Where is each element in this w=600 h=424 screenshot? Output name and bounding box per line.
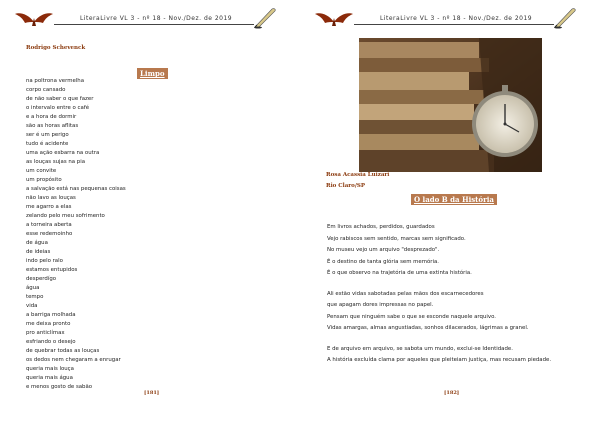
- poem-line: de água: [26, 240, 48, 246]
- author-location: Rio Claro/SP: [326, 183, 365, 189]
- poem-line: os dedos nem chegaram a enrugar: [26, 357, 121, 363]
- poem-line: tempo: [26, 294, 44, 300]
- text-title: O lado B da História: [411, 194, 497, 205]
- prose-line: No museu vejo um arquivo "desprezado".: [327, 247, 440, 253]
- poem-line: e a hora de dormir: [26, 114, 77, 120]
- poem-line: estamos entupidos: [26, 267, 78, 273]
- winged-logo-icon: [314, 8, 354, 28]
- poem-line: são as horas aflitas: [26, 123, 79, 129]
- poem-line: um convite: [26, 168, 57, 174]
- paragraph-gap: [327, 280, 573, 289]
- poem-author: Rodrigo Schevenck: [26, 45, 86, 51]
- poem-line: o intervalo entre o café: [26, 105, 90, 111]
- poem-line: vida: [26, 303, 38, 309]
- prose-body: [327, 222, 573, 367]
- winged-logo-icon: [14, 8, 54, 28]
- page-number: [181]: [144, 390, 160, 396]
- poem-line: as louças sujas na pia: [26, 159, 86, 165]
- poem-line: esfriando o desejo: [26, 339, 76, 345]
- poem-line: queria mais louça: [26, 366, 74, 372]
- poem-line: me deixa pronto: [26, 321, 71, 327]
- poem-line: corpo cansado: [26, 87, 66, 93]
- header-rule: [354, 24, 554, 25]
- prose-line: Vejo rabiscos sem sentido, marcas sem significado.: [327, 235, 466, 242]
- quill-pen-icon: [252, 6, 278, 30]
- poem-line: não lavo as louças: [26, 195, 76, 201]
- header-rule: [54, 24, 254, 25]
- poem-line: indo pelo ralo: [26, 258, 63, 264]
- paragraph-gap: [327, 335, 573, 344]
- poem-line: desperdígo: [26, 276, 57, 282]
- prose-line: que apagam dores impressas no papel.: [327, 302, 434, 308]
- poem-line: a barriga molhada: [26, 312, 76, 318]
- poem-line: um propósito: [26, 177, 62, 183]
- prose-line: E de arquivo em arquivo, se sabota um mundo, exclui-se Identidade.: [327, 345, 513, 352]
- prose-line: Ali estão vidas sabotadas pelas mãos dos escarnecedores: [327, 290, 484, 297]
- poem-line: de ideias: [26, 249, 51, 255]
- prose-line: Vidas amargas, almas angustiadas, sonhos dilacerados, lágrimas a granel.: [327, 325, 529, 331]
- poem-line: e menos gosto de sabão: [26, 384, 93, 390]
- poem-title: Limpo: [137, 68, 168, 79]
- poem-body: [26, 77, 126, 392]
- poem-line: ser é um perigo: [26, 132, 69, 138]
- poem-line: de não saber o que fazer: [26, 96, 94, 102]
- poem-line: na poltrona vermelha: [26, 78, 85, 84]
- header-text: LiteraLivre VL 3 - nº 18 - Nov./Dez. de 2019: [380, 15, 533, 22]
- poem-line: a salvação está nas pequenas coisas: [26, 186, 126, 192]
- page-header: [0, 6, 300, 28]
- poem-line: tudo é acidente: [26, 141, 69, 147]
- poem-line: esse redemoinho: [26, 231, 73, 237]
- page-number: [182]: [444, 390, 460, 396]
- right-page: [300, 0, 600, 424]
- prose-line: Pensam que ninguém sabe o que se esconde naquele arquivo.: [327, 313, 496, 320]
- header-text: LiteraLivre VL 3 - nº 18 - Nov./Dez. de 2019: [80, 15, 233, 22]
- page-header: [300, 6, 600, 28]
- poem-line: me agarro a elas: [26, 204, 72, 210]
- prose-line: Em livros achados, perdidos, guardados: [327, 224, 435, 230]
- quill-pen-icon: [552, 6, 578, 30]
- books-and-pocket-watch-photo: [359, 38, 542, 172]
- poem-line: zelando pelo meu sofrimento: [26, 213, 105, 219]
- prose-line: É o que observo na trajetória de uma extinta história.: [327, 270, 472, 276]
- prose-line: É o destino de tanta glória sem memória.: [327, 258, 440, 265]
- poem-line: de quebrar todas as louças: [26, 348, 100, 354]
- poem-line: água: [26, 285, 40, 291]
- author-name: Rosa Acassia Luizari: [326, 172, 390, 178]
- poem-line: pro anticlímax: [26, 330, 65, 336]
- poem-line: a torneira aberta: [26, 222, 72, 228]
- poem-line: uma ação esbarra na outra: [26, 150, 100, 156]
- prose-line: A história excluída clama por aqueles que pleiteiam justiça, mas recusam piedade.: [327, 357, 552, 363]
- poem-line: queria mais água: [26, 375, 73, 381]
